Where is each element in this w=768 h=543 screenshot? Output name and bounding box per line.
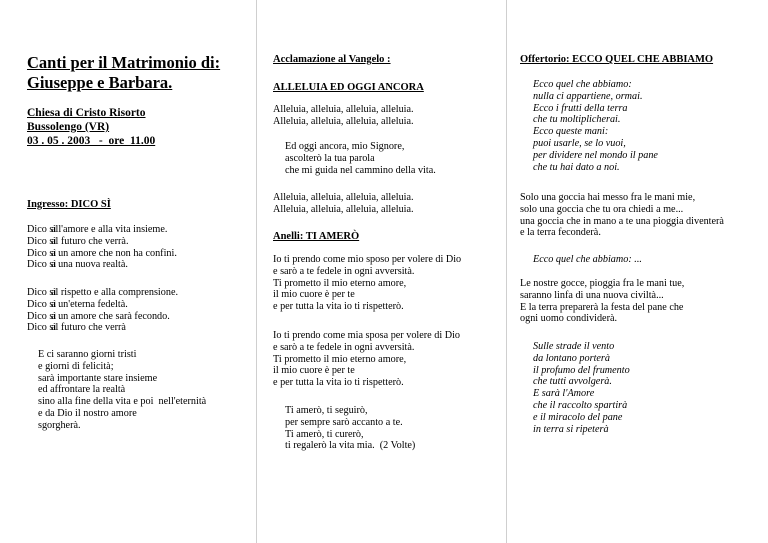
church-info <box>27 106 155 148</box>
verse-line: Ed oggi ancora, mio Signore, <box>285 141 405 152</box>
dico-si-stanza-2 <box>27 287 178 334</box>
verse-line: che tutti avvolgerà. <box>533 376 612 388</box>
stanza-line: Dico sì al futuro che verrà <box>27 322 126 334</box>
verse-line: Sulle strade il vento <box>533 341 615 352</box>
verse-line: E sarà l'Amore <box>533 388 595 400</box>
ed-oggi-verse <box>285 141 436 176</box>
strade-verse <box>533 341 630 435</box>
ceremony-date: 03 . 05 . 2003 - ore 11.00 <box>27 135 156 147</box>
ingresso-verse <box>38 349 206 432</box>
verse-line: il profumo del frumento <box>533 364 630 376</box>
verse-line: Le nostre gocce, pioggia fra le mani tue, <box>520 278 685 289</box>
stanza-line: Dico sì a una nuova realtà. <box>27 259 128 271</box>
church-name: Chiesa di Cristo Risorto <box>27 107 146 119</box>
dico-word: Dico sì <box>27 224 57 235</box>
column-divider <box>506 0 507 543</box>
column-divider <box>256 0 257 543</box>
dico-word: Dico sì <box>27 298 57 310</box>
stanza-line: Dico sì a un amore che sarà fecondo. <box>27 310 170 322</box>
offertorio-title: Offertorio: ECCO QUEL CHE ABBIAMO <box>520 54 714 65</box>
verse-line: Io ti prendo come mia sposa per volere di Dio <box>273 330 461 341</box>
stanza-line: Dico sì al futuro che verrà. <box>27 235 129 247</box>
sposa-verse <box>273 330 460 389</box>
stanza-line: Dico sì al rispetto e alla comprensione. <box>27 287 179 298</box>
verse-line: Ecco quel che abbiamo: <box>533 79 632 90</box>
alleluia-block-2 <box>273 192 414 216</box>
verse-line: e la terra feconderà. <box>520 227 601 239</box>
verse-line: e sarò a te fedele in ogni avversità. <box>273 341 415 353</box>
dico-word: Dico sì <box>27 310 57 322</box>
verse-line: sino alla fine della vita e poi nell'eternità <box>38 396 207 408</box>
ecco-short <box>533 254 642 266</box>
verse-line: E ci saranno giorni tristi <box>38 349 137 360</box>
stanza-line: Dico sì a un amore che non ha confini. <box>27 247 177 259</box>
verse-line: che mi guida nel cammino della vita. <box>285 164 436 176</box>
verse-line: nulla ci appartiene, ormai. <box>533 90 643 102</box>
verse-line: saranno linfa di una nuova civiltà... <box>520 289 664 301</box>
verse-line: Ecco i frutti della terra <box>533 102 628 114</box>
alleluia-line: Alleluia, alleluia, alleluia, alleluia. <box>273 192 414 203</box>
verse-line: ed affrontare la realtà <box>38 384 126 396</box>
verse-line: che tu hai dato a noi. <box>533 161 620 173</box>
ecco-verse <box>533 79 658 173</box>
verse-line: il mio cuore è per te <box>273 365 355 377</box>
refrain-line: ti regalerò la vita mia. (2 Volte) <box>285 440 416 452</box>
dico-word: Dico sì <box>27 259 57 271</box>
alleluia-line: Alleluia, alleluia, alleluia, alleluia. <box>273 203 414 215</box>
alleluia-line: Alleluia, alleluia, alleluia, alleluia. <box>273 104 414 115</box>
acclamazione-title: Acclamazione al Vangelo : <box>273 54 391 65</box>
alleluia-title: ALLELUIA ED OGGI ANCORA <box>273 82 424 93</box>
title-line: Giuseppe e Barbara. <box>27 73 173 92</box>
stanza-line: Dico sì all'amore e alla vita insieme. <box>27 224 168 235</box>
title-line: Canti per il Matrimonio di: <box>27 53 221 72</box>
verse-line: Ecco quel che abbiamo: ... <box>533 254 642 265</box>
dico-word: Dico sì <box>27 287 57 298</box>
verse-line: in terra si ripeterà <box>533 423 609 435</box>
verse-line: e sarò a te fedele in ogni avversità. <box>273 265 415 277</box>
verse-line: ogni uomo condividerà. <box>520 313 618 325</box>
page-title <box>27 53 220 93</box>
verse-line: il mio cuore è per te <box>273 289 355 301</box>
verse-line: che il raccolto spartirà <box>533 399 628 411</box>
dico-si-stanza-1 <box>27 224 177 271</box>
verse-line: e per tutta la vita io ti rispetterò. <box>273 301 404 313</box>
alleluia-line: Alleluia, alleluia, alleluia, alleluia. <box>273 115 414 127</box>
verse-line: sgorgherà. <box>38 419 81 431</box>
verse-line: E la terra preparerà la festa del pane che <box>520 301 684 313</box>
verse-line: e il miracolo del pane <box>533 411 623 423</box>
verse-line: una goccia che in mano a te una pioggia diventerà <box>520 215 724 227</box>
refrain-line: Ti amerò, ti curerò, <box>285 428 364 440</box>
alleluia-block-1 <box>273 104 414 128</box>
dico-word: Dico sì <box>27 322 57 334</box>
stanza-line: Dico sì a un'eterna fedeltà. <box>27 298 128 310</box>
church-city: Bussolengo (VR) <box>27 121 110 133</box>
dico-word: Dico sì <box>27 235 57 247</box>
verse-line: per dividere nel mondo il pane <box>533 149 658 161</box>
dico-word: Dico sì <box>27 247 57 259</box>
verse-line: e da Dio il nostro amore <box>38 407 137 419</box>
ti-amero-refrain <box>285 405 415 452</box>
refrain-line: per sempre sarò accanto a te. <box>285 416 403 428</box>
verse-line: e per tutta la vita io ti rispetterò. <box>273 377 404 389</box>
verse-line: Io ti prendo come mio sposo per volere di Dio <box>273 254 462 265</box>
sposo-verse <box>273 254 461 313</box>
ingresso-title: Ingresso: DICO SÌ <box>27 199 111 210</box>
goccia-verse <box>520 192 724 239</box>
verse-line: Ecco queste mani: <box>533 126 609 138</box>
verse-line: ascolterò la tua parola <box>285 152 375 164</box>
anelli-title: Anelli: TI AMERÒ <box>273 231 360 242</box>
refrain-line: Ti amerò, ti seguirò, <box>285 405 368 416</box>
verse-line: da lontano porterà <box>533 352 610 364</box>
verse-line: solo una goccia che tu ora chiedi a me... <box>520 203 684 215</box>
verse-line: Ti prometto il mio eterno amore, <box>273 277 407 289</box>
verse-line: Solo una goccia hai messo fra le mani mie, <box>520 192 696 203</box>
verse-line: puoi usarle, se lo vuoi, <box>533 137 626 149</box>
verse-line: e giorni di felicità; <box>38 360 114 372</box>
verse-line: che tu moltiplicherai. <box>533 114 621 126</box>
verse-line: sarà importante stare insieme <box>38 372 158 384</box>
gocce-verse <box>520 278 684 325</box>
verse-line: Ti prometto il mio eterno amore, <box>273 353 407 365</box>
